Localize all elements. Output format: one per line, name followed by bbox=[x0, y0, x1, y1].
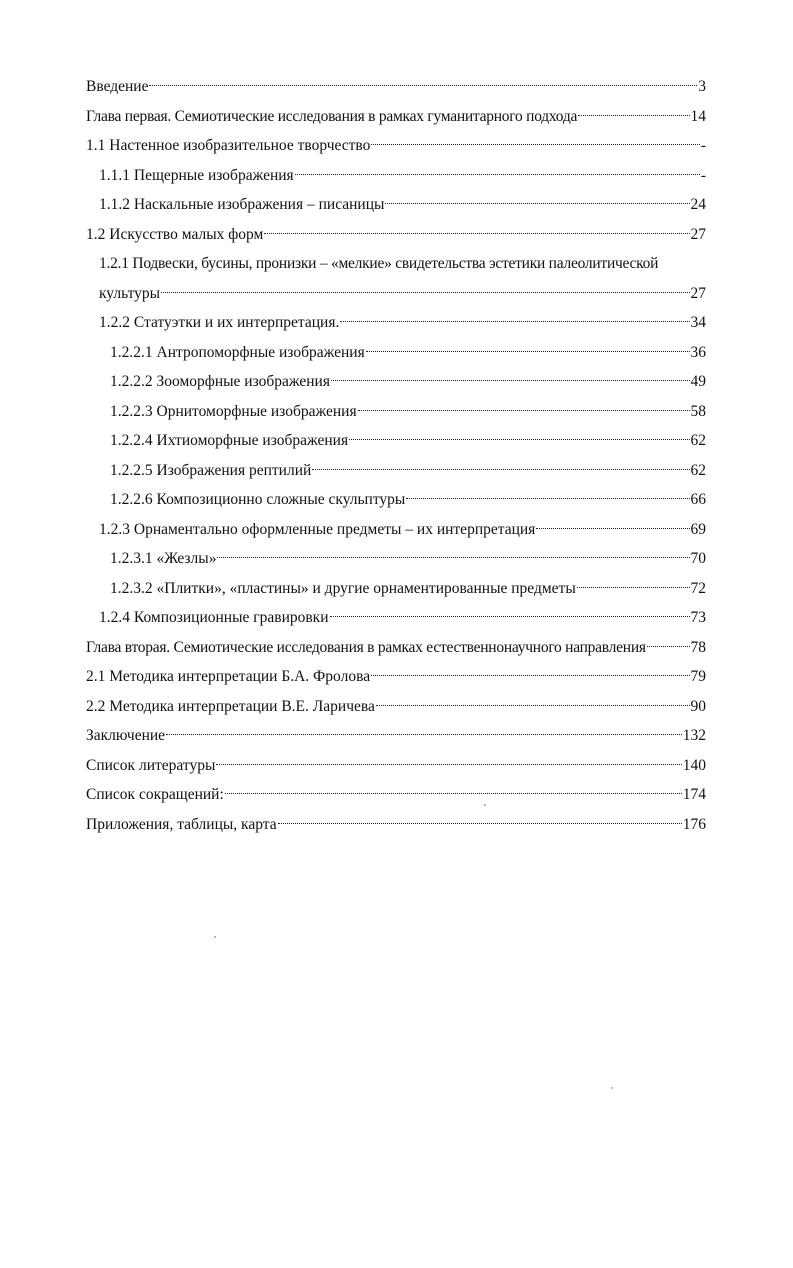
toc-entry-label: Приложения, таблицы, карта bbox=[86, 815, 277, 833]
toc-entry-abbreviations bbox=[86, 780, 706, 810]
toc-entry-1-2-1 bbox=[86, 249, 706, 279]
toc-entry-label: 1.2.3.2 «Плитки», «пластины» и другие орнаментированные предметы bbox=[110, 579, 576, 597]
dot-leader bbox=[340, 321, 689, 322]
toc-entry-1-1-2 bbox=[86, 190, 706, 220]
toc-entry-label: 1.2.3 Орнаментально оформленные предметы – их интерпретация bbox=[99, 520, 536, 538]
toc-entry-page: 140 bbox=[682, 756, 706, 774]
dot-leader bbox=[216, 764, 681, 765]
toc-entry-page: 132 bbox=[682, 727, 706, 744]
toc-entry-page: 49 bbox=[690, 373, 706, 390]
toc-entry-label: 2.2 Методика интерпретации В.Е. Ларичева bbox=[86, 697, 375, 715]
toc-entry-label: 1.2 Искусство малых форм bbox=[86, 225, 264, 243]
dot-leader bbox=[358, 410, 690, 411]
toc-entry-label: 1.1.1 Пещерные изображения bbox=[99, 166, 294, 184]
dot-leader bbox=[366, 351, 690, 352]
toc-entry-page: 90 bbox=[690, 697, 706, 715]
toc-entry-page: 78 bbox=[690, 638, 706, 656]
dot-leader bbox=[577, 587, 690, 588]
toc-entry-1-2 bbox=[86, 220, 706, 250]
toc-entry-label: 1.2.1 Подвески, бусины, пронизки – «мелкие» свидетельства эстетики палеолитической bbox=[99, 255, 659, 272]
toc-entry-page: - bbox=[700, 137, 706, 154]
toc-entry-page: 14 bbox=[690, 107, 706, 125]
toc-entry-label: 1.2.2.1 Антропоморфные изображения bbox=[110, 343, 365, 361]
toc-entry-label: 1.2.2.3 Орнитоморфные изображения bbox=[110, 402, 357, 420]
toc-entry-chapter-2 bbox=[86, 633, 706, 663]
toc-entry-page: 27 bbox=[690, 284, 706, 302]
dot-leader bbox=[166, 734, 682, 735]
toc-entry-page: 176 bbox=[682, 815, 706, 833]
dot-leader bbox=[536, 528, 689, 529]
toc-entry-1-1 bbox=[86, 131, 706, 161]
toc-entry-1-2-2-1 bbox=[86, 338, 706, 368]
toc-entry-label: 1.2.2 Статуэтки и их интерпретация. bbox=[99, 314, 340, 331]
dot-leader bbox=[264, 233, 689, 234]
dot-leader bbox=[647, 646, 690, 647]
dot-leader bbox=[217, 557, 689, 558]
dot-leader bbox=[371, 144, 699, 145]
toc-entry-bibliography bbox=[86, 751, 706, 781]
toc-entry-page: 79 bbox=[690, 668, 706, 685]
toc-entry-1-2-2-5 bbox=[86, 456, 706, 486]
scan-speck bbox=[214, 936, 216, 938]
toc-entry-1-1-1 bbox=[86, 161, 706, 191]
dot-leader bbox=[578, 115, 689, 116]
toc-entry-1-2-4 bbox=[86, 603, 706, 633]
toc-entry-label: 1.1.2 Наскальные изображения – писаницы bbox=[99, 196, 385, 213]
toc-entry-introduction bbox=[86, 72, 706, 102]
toc-entry-label: 1.2.2.5 Изображения рептилий bbox=[110, 461, 312, 479]
table-of-contents bbox=[86, 72, 706, 839]
dot-leader bbox=[278, 823, 682, 824]
toc-entry-label: Список литературы bbox=[86, 756, 216, 774]
toc-entry-1-2-2-4 bbox=[86, 426, 706, 456]
dot-leader bbox=[312, 469, 689, 470]
toc-entry-page: 36 bbox=[690, 343, 706, 361]
toc-entry-1-2-2-6 bbox=[86, 485, 706, 515]
toc-entry-page: 3 bbox=[698, 78, 706, 95]
toc-entry-label: 1.2.2.6 Композиционно сложные скульптуры bbox=[110, 491, 406, 508]
dot-leader bbox=[295, 174, 700, 175]
toc-entry-appendices bbox=[86, 810, 706, 840]
toc-entry-1-2-2-3 bbox=[86, 397, 706, 427]
dot-leader bbox=[331, 380, 690, 381]
dot-leader bbox=[349, 439, 689, 440]
toc-entry-label: культуры bbox=[99, 284, 161, 302]
toc-entry-page: - bbox=[700, 166, 706, 184]
toc-entry-label: 1.1 Настенное изобразительное творчество bbox=[86, 137, 371, 154]
dot-leader bbox=[225, 793, 682, 794]
toc-entry-label: Заключение bbox=[86, 727, 166, 744]
toc-entry-1-2-2-2 bbox=[86, 367, 706, 397]
dot-leader bbox=[330, 616, 690, 617]
toc-entry-1-2-3-1 bbox=[86, 544, 706, 574]
toc-entry-page: 24 bbox=[690, 196, 706, 213]
toc-entry-label: Введение bbox=[86, 78, 149, 95]
toc-entry-page: 34 bbox=[690, 314, 706, 331]
toc-entry-page: 69 bbox=[690, 520, 706, 538]
toc-entry-label: 1.2.4 Композиционные гравировки bbox=[99, 609, 329, 626]
toc-entry-label: 1.2.2.2 Зооморфные изображения bbox=[110, 373, 330, 390]
toc-entry-1-2-3 bbox=[86, 515, 706, 545]
toc-entry-1-2-2 bbox=[86, 308, 706, 338]
toc-entry-chapter-1 bbox=[86, 102, 706, 132]
dot-leader bbox=[149, 85, 697, 86]
toc-entry-page: 62 bbox=[690, 461, 706, 479]
toc-entry-label: Глава вторая. Семиотические исследования в рамках естественнонаучного направления bbox=[86, 638, 646, 656]
toc-entry-label: Глава первая. Семиотические исследования в рамках гуманитарного подхода bbox=[86, 107, 578, 125]
toc-entry-page: 58 bbox=[690, 402, 706, 420]
toc-entry-1-2-3-2 bbox=[86, 574, 706, 604]
toc-entry-page: 174 bbox=[682, 786, 706, 803]
dot-leader bbox=[371, 675, 689, 676]
dot-leader bbox=[406, 498, 689, 499]
dot-leader bbox=[385, 203, 689, 204]
scan-speck bbox=[611, 1087, 612, 1088]
toc-entry-label: Список сокращений: bbox=[86, 786, 224, 803]
toc-entry-conclusion bbox=[86, 721, 706, 751]
toc-entry-label: 2.1 Методика интерпретации Б.А. Фролова bbox=[86, 668, 371, 685]
dot-leader bbox=[376, 705, 690, 706]
toc-entry-2-1 bbox=[86, 662, 706, 692]
toc-entry-label: 1.2.3.1 «Жезлы» bbox=[110, 550, 217, 567]
toc-entry-page: 70 bbox=[690, 550, 706, 567]
dot-leader bbox=[161, 292, 689, 293]
toc-entry-page: 62 bbox=[690, 432, 706, 449]
toc-entry-page: 27 bbox=[690, 225, 706, 243]
toc-entry-page: 66 bbox=[690, 491, 706, 508]
toc-entry-1-2-1-continued bbox=[86, 279, 706, 309]
toc-entry-label: 1.2.2.4 Ихтиоморфные изображения bbox=[110, 432, 349, 449]
toc-entry-2-2 bbox=[86, 692, 706, 722]
toc-entry-page: 72 bbox=[690, 579, 706, 597]
toc-entry-page: 73 bbox=[690, 609, 706, 626]
